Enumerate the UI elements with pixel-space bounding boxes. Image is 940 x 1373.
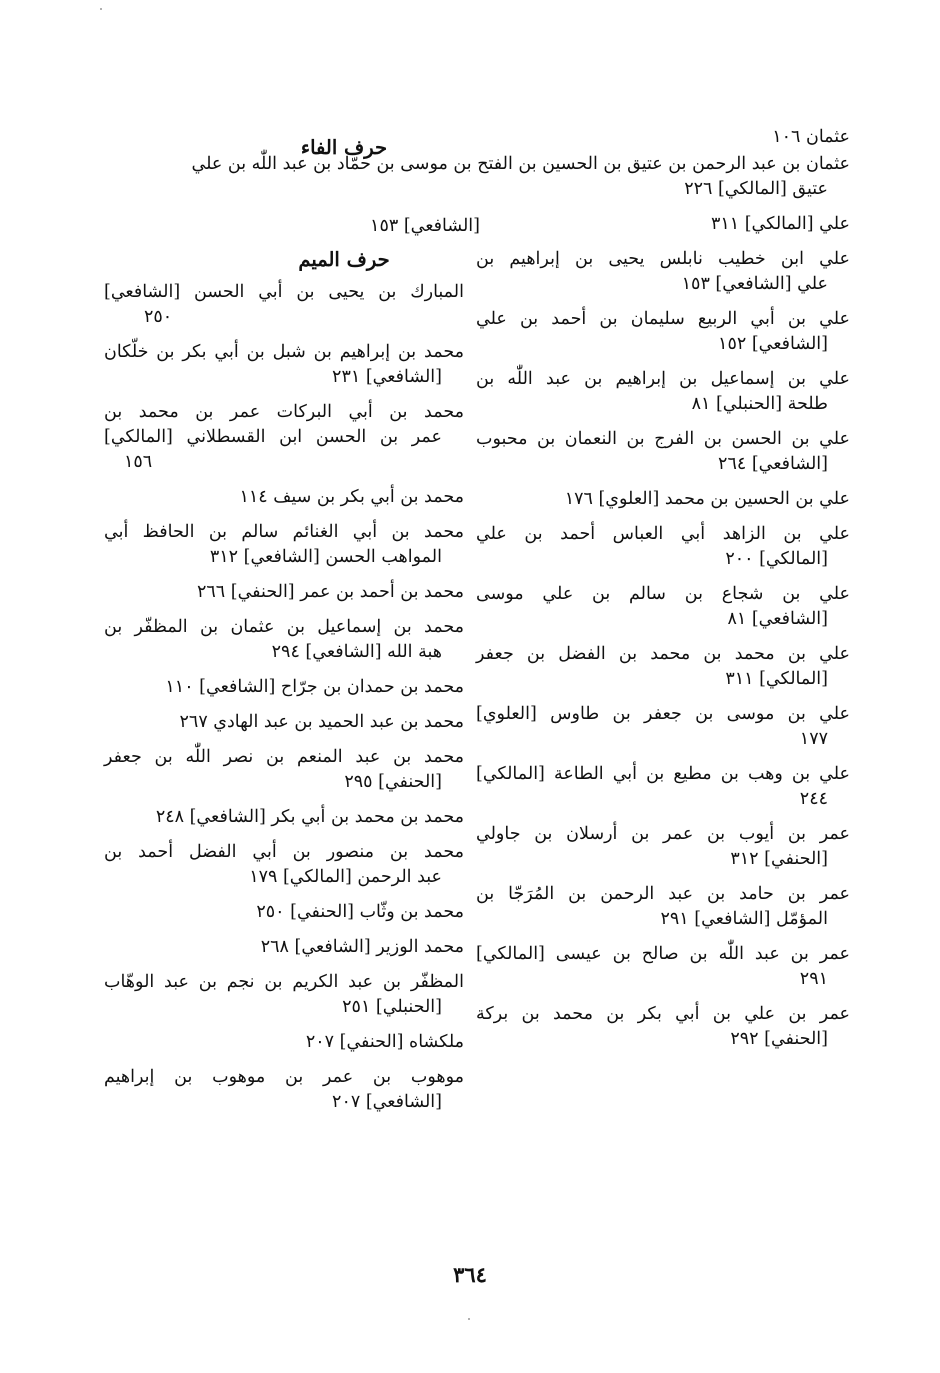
index-entry — [104, 840, 464, 890]
entry-continuation: [الحنبلي] ٢٥١ — [342, 997, 442, 1017]
entry-continuation: [الحنفي] ٢٩٥ — [344, 772, 442, 792]
entry-main-line: علي [المالكي] ٣١١ — [710, 214, 850, 234]
entry-main-line: محمد بن أبي بكر بن سيف ١١٤ — [239, 487, 464, 507]
entry-main-line: علي بن أبي الربيع سليمان بن أحمد بن علي — [476, 309, 850, 329]
index-entry — [476, 582, 850, 632]
index-entry — [476, 212, 850, 237]
scan-speck — [468, 1318, 470, 1320]
entry-main-line: عمر بن علي بن أبي بكر بن محمد بن بركة — [476, 1004, 850, 1024]
entry-main-line: عثمان ١٠٦ — [772, 127, 850, 147]
index-entry — [104, 1065, 464, 1115]
entry-continuation: [الحنفي] ٢٩٢ — [730, 1029, 828, 1049]
index-entry — [104, 400, 464, 475]
entry-continuation: [الشافعي] ٢٣١ — [332, 367, 442, 387]
index-entry — [104, 710, 464, 735]
index-entry — [104, 675, 464, 700]
entry-main-line: محمد بن عبد المنعم بن نصر اللّٰه بن جعفر — [104, 747, 464, 767]
index-entry — [104, 340, 464, 390]
entry-main-line: محمد بن أبي البركات عمر بن محمد بن — [104, 402, 464, 422]
entry-main-line: المبارك بن يحيى بن أبي الحسن [الشافعي] — [104, 282, 464, 302]
index-entry — [104, 615, 464, 665]
index-entry — [476, 702, 850, 752]
entry-continuation: [الشافعي] ٢٠٧ — [332, 1092, 442, 1112]
entry-main-line: محمد بن وثّاب [الحنفي] ٢٥٠ — [256, 902, 464, 922]
entry-main-line: عمر بن عبد اللّٰه بن صالح بن عيسى [المالكي] — [476, 944, 850, 964]
entry-main-line: علي بن الحسن بن الفرج بن النعمان بن محبوب — [476, 429, 850, 449]
entry-continuation: طلحة [الحنبلي] ٨١ — [691, 394, 828, 414]
entry-main-line: محمد بن عبد الحميد بن عبد الهادي ٢٦٧ — [179, 712, 464, 732]
entry-continuation: عبد الرحمن [المالكي] ١٧٩ — [249, 867, 442, 887]
entry-main-line: علي بن إسماعيل بن إبراهيم بن عبد اللّٰه بن — [476, 369, 850, 389]
entry-continuation: علي [الشافعي] ١٥٣ — [681, 274, 828, 294]
index-entry — [104, 805, 464, 830]
index-entry — [476, 367, 850, 417]
entry-main-line: محمد الوزير [الشافعي] ٢٦٨ — [260, 937, 464, 957]
entry-continuation: المؤمّل [الشافعي] ٢٩١ — [660, 909, 828, 929]
index-entry — [476, 427, 850, 477]
index-entry — [476, 522, 850, 572]
entry-continuation: ٢٩١ — [799, 969, 828, 989]
entry-continuation: [الشافعي] ١٥٢ — [718, 334, 828, 354]
entry-main-line: عمر بن أيوب بن عمر بن أرسلان بن جاولي — [476, 824, 850, 844]
entry-main-line: علي بن موسى بن جعفر بن طاوس [العلوي] — [476, 704, 850, 724]
entry-continuation: عتيق [المالكي] ٢٢٦ — [684, 179, 828, 199]
left-column — [104, 135, 480, 1125]
index-entry — [476, 762, 850, 812]
scan-speck — [100, 8, 102, 10]
index-entry — [476, 487, 850, 512]
index-entry — [476, 942, 850, 992]
entry-continuation: [الشافعي] ١٥٣ — [370, 216, 480, 236]
entry-continuation: المواهب الحسن [الشافعي] ٣١٢ — [209, 547, 442, 567]
index-entry — [476, 1002, 850, 1052]
entry-main-line: علي بن محمد بن محمد بن الفضل بن جعفر — [476, 644, 850, 664]
index-entry — [104, 520, 464, 570]
entry-main-line: علي بن الحسين بن محمد [العلوي] ١٧٦ — [564, 489, 850, 509]
entry-continuation: [المالكي] ٣١١ — [725, 669, 828, 689]
entry-main-line: المظفّر بن عبد الكريم بن نجم بن عبد الوهّاب — [104, 972, 464, 992]
index-entry — [476, 882, 850, 932]
index-entry — [476, 125, 850, 150]
entry-main-line: علي ابن خطيب نابلس يحيى بن إبراهيم بن — [476, 249, 850, 269]
index-entry — [476, 642, 850, 692]
entry-continuation: ١٧٧ — [799, 729, 828, 749]
entry-main-line: محمد بن أبي الغنائم سالم بن الحافظ أبي — [104, 522, 464, 542]
page-number: ٣٦٤ — [453, 1262, 487, 1287]
entry-main-line: علي بن وهب بن مطيع بن أبي الطاعة [المالكي] — [476, 764, 850, 784]
entry-main-line: محمد بن محمد بن أبي بكر [الشافعي] ٢٤٨ — [155, 807, 464, 827]
entry-continuation: [الشافعي] ٨١ — [727, 609, 828, 629]
entry-main-line: محمد بن حمدان بن جرّاح [الشافعي] ١١٠ — [165, 677, 464, 697]
entry-main-line: عثمان بن عبد الرحمن بن عتيق بن الحسين بن الفتح بن موسى بن حمّاد بن عبد اللّٰه بن علي — [191, 154, 850, 174]
section-heading: حرف الميم — [298, 248, 390, 271]
entry-continuation: ٢٤٤ — [799, 789, 828, 809]
index-entry — [104, 214, 480, 239]
index-entry — [476, 822, 850, 872]
entry-main-line: علي بن الزاهد أبي العباس أحمد بن علي — [476, 524, 850, 544]
entry-continuation: هبة الله [الشافعي] ٢٩٤ — [271, 642, 442, 662]
entry-main-line: محمد بن إبراهيم بن شبل بن أبي بكر بن خلّكان — [104, 342, 464, 362]
section-heading: حرف الفاء — [300, 136, 388, 159]
entry-continuation: [المالكي] ٢٠٠ — [725, 549, 828, 569]
index-entry — [104, 280, 464, 330]
entry-continuation: ٢٥٠ — [144, 307, 173, 327]
index-entry — [104, 1030, 464, 1055]
entry-continuation: ١٥٦ — [124, 452, 153, 472]
entry-main-line: موهوب بن عمر بن موهوب بن إبراهيم — [104, 1067, 464, 1087]
index-entry — [104, 900, 464, 925]
index-entry — [104, 485, 464, 510]
entry-main-line: محمد بن منصور بن أبي الفضل أحمد بن — [104, 842, 464, 862]
entry-main-line: علي بن شجاع بن سالم بن علي موسى — [476, 584, 850, 604]
entry-continuation: عمر بن الحسن ابن القسطلاني [المالكي] — [104, 427, 442, 447]
index-entry — [191, 152, 850, 202]
entry-main-line: محمد بن إسماعيل بن عثمان بن المظفّر بن — [104, 617, 464, 637]
entry-main-line: محمد بن أحمد بن عمر [الحنفي] ٢٦٦ — [197, 582, 464, 602]
index-entry — [476, 247, 850, 297]
entry-continuation: [الشافعي] ٢٦٤ — [718, 454, 828, 474]
entry-continuation: [الحنفي] ٣١٢ — [730, 849, 828, 869]
index-entry — [104, 935, 464, 960]
index-entry — [104, 580, 464, 605]
index-entry — [104, 970, 464, 1020]
entry-main-line: ملكشاه [الحنفي] ٢٠٧ — [305, 1032, 464, 1052]
entry-main-line: عمر بن حامد بن عبد الرحمن بن المُرَجّا بن — [476, 884, 850, 904]
index-entry — [104, 745, 464, 795]
index-entry — [476, 307, 850, 357]
